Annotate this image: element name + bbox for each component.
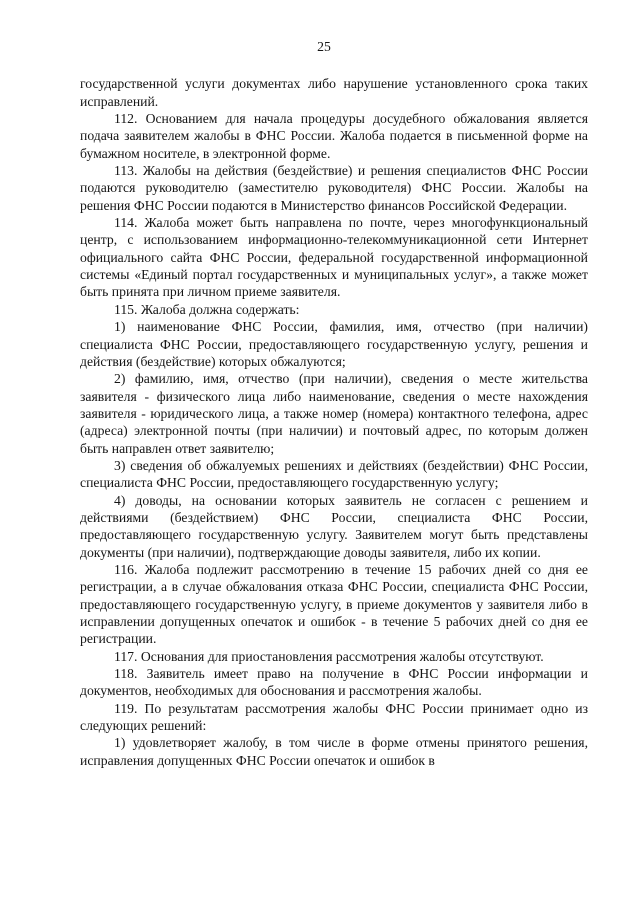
paragraph-117: 117. Основания для приостановления рассмотрения жалобы отсутствуют. — [114, 648, 544, 664]
paragraph-116: 116. Жалоба подлежит рассмотрению в течение 15 рабочих дней со дня ее регистрации, а в случае обжалования отказа ФНС России, специалиста ФНС России, предоставляющего государственную услугу, в приеме документов у заявителя либо в исправлении допущенных опечаток и ошибок - в течение 5 рабочих дней со дня ее регистрации. — [80, 561, 588, 647]
paragraph-118: 118. Заявитель имеет право на получение в ФНС России информации и документов, необходимых для обоснования и рассмотрения жалобы. — [80, 666, 588, 699]
page-number: 25 — [317, 39, 331, 54]
paragraph-continuation: государственной услуги документах либо нарушение установленного срока таких исправлений. — [80, 76, 588, 109]
paragraph-113: 113. Жалобы на действия (бездействие) и решения специалистов ФНС России подаются руководителю (заместителю руководителя) ФНС России. Жалобы на решения ФНС России подаются в Министерство финансов Российской Федерации. — [80, 163, 588, 213]
paragraph-119-item-1: 1) удовлетворяет жалобу, в том числе в форме отмены принятого решения, исправления допущенных ФНС России опечаток и ошибок в — [80, 735, 588, 768]
paragraph-112: 112. Основанием для начала процедуры досудебного обжалования является подача заявителем жалобы в ФНС России. Жалоба подается в письменной форме на бумажном носителе, в электронной форме. — [80, 111, 588, 161]
paragraph-115-item-3: 3) сведения об обжалуемых решениях и действиях (бездействии) ФНС России, специалиста ФНС России, предоставляющего государственную услугу; — [80, 457, 588, 491]
paragraph-115-item-4: 4) доводы, на основании которых заявитель не согласен с решением и действиями (бездействием) ФНС России, специалиста ФНС России, предоставляющего государственную услугу. Заявителем могут быть представлены документы (при наличии), подтверждающие доводы заявителя, либо их копии. — [80, 492, 588, 560]
paragraph-115-item-1: 1) наименование ФНС России, фамилия, имя, отчество (при наличии) специалиста ФНС России, предоставляющего государственную услугу, решения и действия (бездействие) которых обжалуются; — [80, 319, 588, 369]
paragraph-115-item-2: 2) фамилию, имя, отчество (при наличии), сведения о месте жительства заявителя - физического лица либо наименование, сведения о месте нахождения заявителя - юридического лица, а также номер (номера) контактного телефона, адрес (адреса) электронной почты (при наличии) и почтовый адрес, по которым должен быть направлен ответ заявителю; — [80, 371, 588, 456]
paragraph-119: 119. По результатам рассмотрения жалобы ФНС России принимает одно из следующих решений: — [80, 700, 588, 734]
document-page — [80, 38, 588, 888]
paragraph-115: 115. Жалоба должна содержать: — [114, 301, 300, 317]
paragraph-114: 114. Жалоба может быть направлена по почте, через многофункциональный центр, с использованием информационно-телекоммуникационной сети Интернет официального сайта ФНС России, федеральной государственной информационной системы «Единый портал государственных и муниципальных услуг», а также может быть принята при личном приеме заявителя. — [80, 215, 588, 300]
